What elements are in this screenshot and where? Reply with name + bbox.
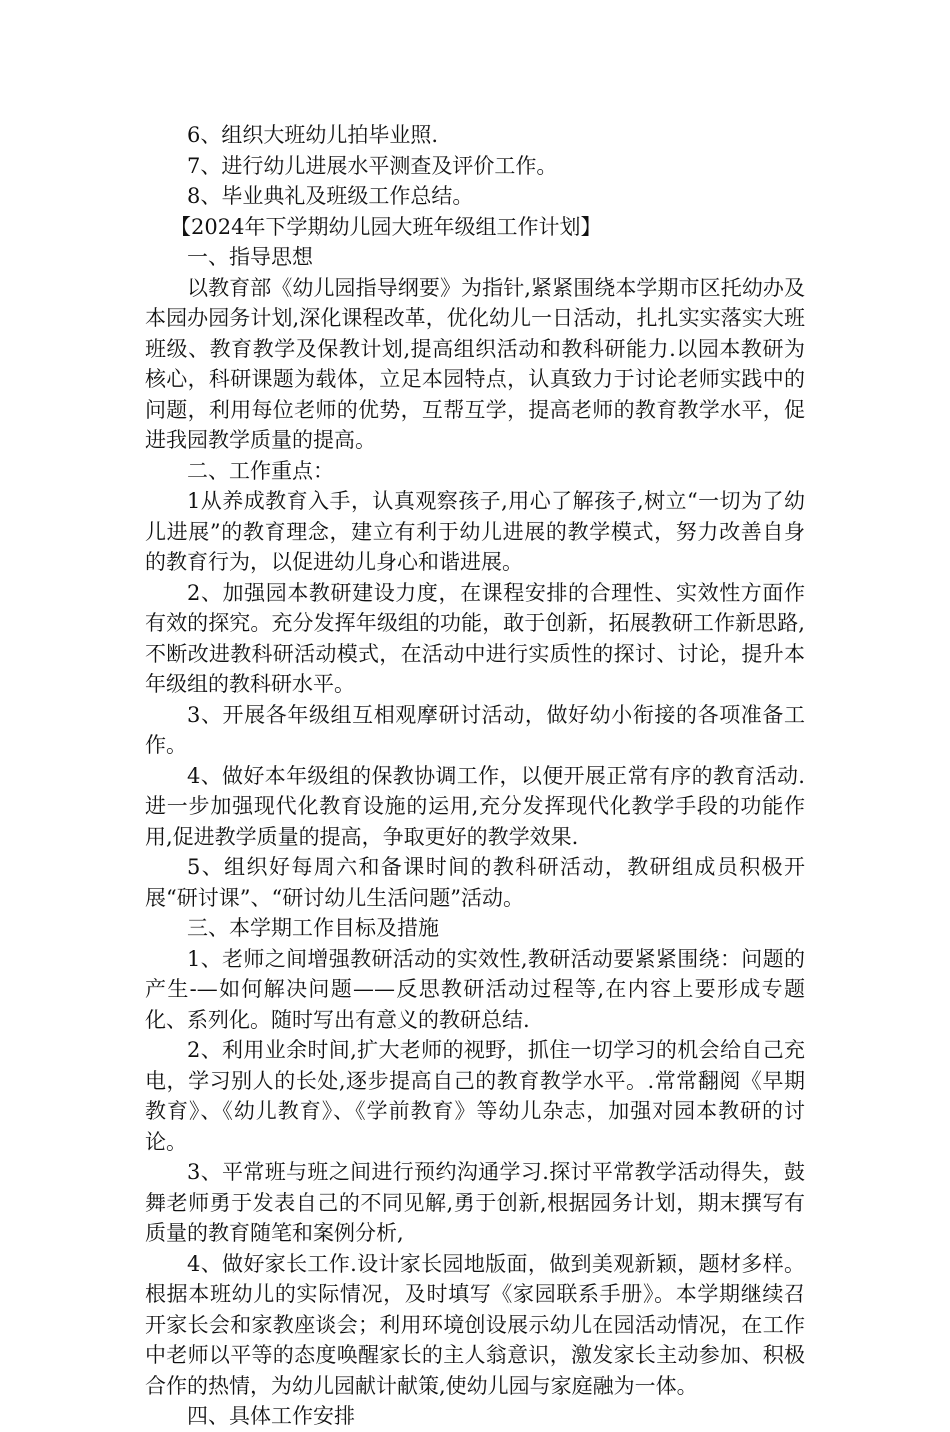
paragraph-goal-3: 3、平常班与班之间进行预约沟通学习.探讨平常教学活动得失，鼓舞老师勇于发表自己的不同见解,勇于创新,根据园务计划，期末撰写有质量的教育随笔和案例分析, xyxy=(145,1160,805,1245)
section-heading-guiding-ideology: 一、指导思想 xyxy=(187,245,313,269)
section-heading-work-arrangement: 四、具体工作安排 xyxy=(187,1404,355,1428)
paragraph-goal-2: 2、利用业余时间,扩大老师的视野，抓住一切学习的机会给自己充电，学习别人的长处,逐步提高自己的教育教学水平。.常常翻阅《早期教育》、《幼儿教育》、《学前教育》等幼儿杂志，加强对园本教研的讨论。 xyxy=(145,1038,805,1154)
paragraph-focus-5: 5、组织好每周六和备课时间的教科研活动，教研组成员积极开展“研讨课”、“研讨幼儿生活问题”活动。 xyxy=(145,855,805,910)
paragraph-focus-3: 3、开展各年级组互相观摩研讨活动，做好幼小衔接的各项准备工作。 xyxy=(145,702,805,757)
document-title: 【2024年下学期幼儿园大班年级组工作计划】 xyxy=(170,214,602,239)
list-item-8: 8、毕业典礼及班级工作总结。 xyxy=(187,184,474,208)
list-item-7: 7、进行幼儿进展水平测查及评价工作。 xyxy=(187,153,558,178)
paragraph-focus-1: 1从养成教育入手，认真观察孩子,用心了解孩子,树立“一切为了幼儿进展”的教育理念，建立有利于幼儿进展的教学模式，努力改善自身的教育行为，以促进幼儿身心和谐进展。 xyxy=(145,489,805,574)
paragraph-goal-4: 4、做好家长工作.设计家长园地版面，做到美观新颖，题材多样。根据本班幼儿的实际情况，及时填写《家园联系手册》。本学期继续召开家长会和家教座谈会；利用环境创设展示幼儿在园活动情况，在工作中老师以平等的态度唤醒家长的主人翁意识，激发家长主动参加、积极合作的热情，为幼儿园献计献策,使幼儿园与家庭融为一体。 xyxy=(145,1251,805,1398)
paragraph-focus-4: 4、做好本年级组的保教协调工作，以便开展正常有序的教育活动.进一步加强现代化教育设施的运用,充分发挥现代化教学手段的功能作用,促进教学质量的提高，争取更好的教学效果. xyxy=(145,763,805,849)
paragraph-goal-1: 1、老师之间增强教研活动的实效性,教研活动要紧紧围绕：问题的产生-—如何解决问题——反思教研活动过程等,在内容上要形成专题化、系列化。随时写出有意义的教研总结. xyxy=(145,946,805,1032)
document-body xyxy=(145,120,805,1432)
paragraph-guiding-ideology: 以教育部《幼儿园指导纲要》为指针,紧紧围绕本学期市区托幼办及本园办园务计划,深化课程改革，优化幼儿一日活动，扎扎实实落实大班班级、教育教学及保教计划,提高组织活动和教科研能力.以园本教研为核心，科研课题为载体，立足本园特点，认真致力于讨论老师实践中的问题，利用每位老师的优势，互帮互学，提高老师的教育教学水平，促进我园教学质量的提高。 xyxy=(145,275,805,452)
paragraph-focus-2: 2、加强园本教研建设力度，在课程安排的合理性、实效性方面作有效的探究。充分发挥年级组的功能，敢于创新，拓展教研工作新思路,不断改进教科研活动模式，在活动中进行实质性的探讨、讨论，提升本年级组的教科研水平。 xyxy=(145,580,805,696)
section-heading-goals-measures: 三、本学期工作目标及措施 xyxy=(187,916,439,940)
list-item-6: 6、组织大班幼儿拍毕业照. xyxy=(187,123,439,147)
section-heading-work-focus: 二、工作重点： xyxy=(187,458,334,483)
